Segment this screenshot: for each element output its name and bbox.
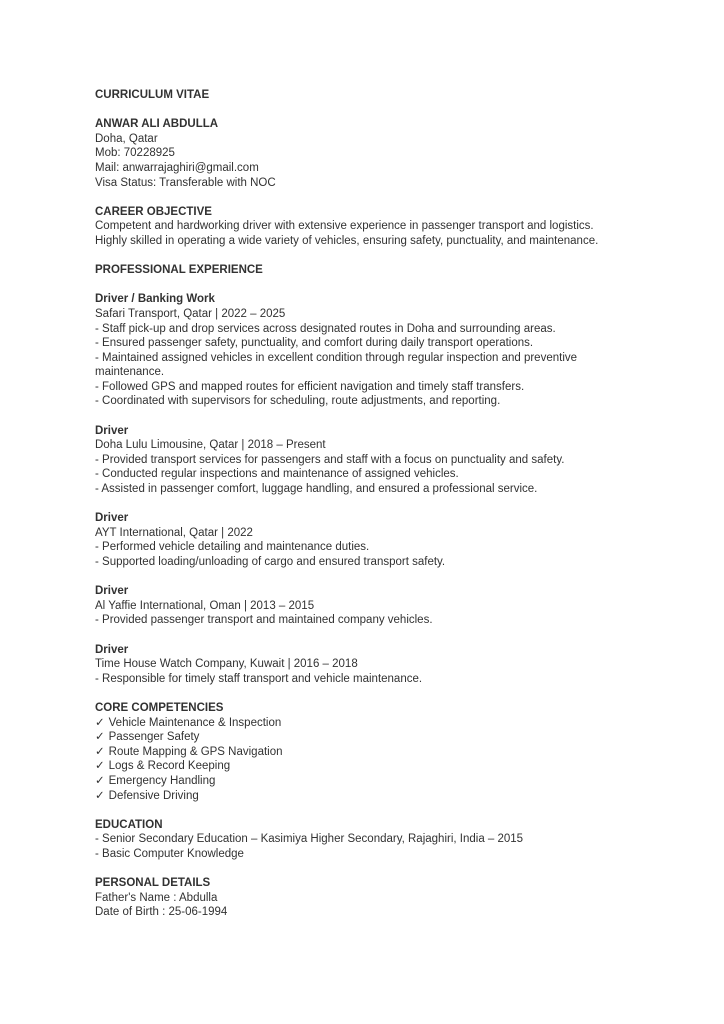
job-company-line: AYT International, Qatar | 2022	[95, 526, 253, 539]
job-entry	[95, 584, 632, 628]
competency-item	[95, 716, 632, 731]
competency-label: Route Mapping & GPS Navigation	[108, 745, 283, 758]
check-icon: ✓	[95, 731, 105, 744]
career-objective-line: Highly skilled in operating a wide variety of vehicles, ensuring safety, punctuality, and maintenance.	[95, 234, 599, 247]
contact-email: Mail: anwarrajaghiri@gmail.com	[95, 161, 259, 174]
professional-experience-heading-row	[95, 263, 632, 278]
education-item: - Basic Computer Knowledge	[95, 847, 244, 860]
competency-item	[95, 730, 632, 745]
competency-item	[95, 789, 632, 804]
applicant-name: ANWAR ALI ABDULLA	[95, 118, 219, 131]
job-title: Driver	[95, 424, 129, 437]
check-icon: ✓	[95, 760, 105, 773]
job-bullet: - Conducted regular inspections and maintenance of assigned vehicles.	[95, 468, 459, 481]
check-icon: ✓	[95, 789, 105, 802]
job-entry	[95, 424, 632, 497]
job-bullet: - Staff pick-up and drop services across designated routes in Doha and surrounding areas.	[95, 322, 556, 335]
competency-item	[95, 774, 632, 789]
job-bullet: - Responsible for timely staff transport and vehicle maintenance.	[95, 672, 423, 685]
competency-label: Emergency Handling	[108, 774, 216, 787]
job-bullet: - Maintained assigned vehicles in excellent condition through regular inspection and preventive maintenance.	[95, 351, 578, 379]
career-objective-heading: CAREER OBJECTIVE	[95, 205, 212, 218]
check-icon: ✓	[95, 774, 105, 787]
job-entry	[95, 511, 632, 569]
competency-label: Passenger Safety	[108, 731, 200, 744]
job-entry	[95, 292, 632, 409]
core-competencies-section	[95, 701, 632, 803]
competency-item	[95, 745, 632, 760]
professional-experience-heading: PROFESSIONAL EXPERIENCE	[95, 264, 263, 277]
career-objective-section	[95, 205, 632, 249]
job-company-line: Al Yaffie International, Oman | 2013 – 2015	[95, 599, 315, 612]
job-bullet: - Followed GPS and mapped routes for efficient navigation and timely staff transfers.	[95, 380, 525, 393]
document-title: CURRICULUM VITAE	[95, 89, 210, 101]
contact-location: Doha, Qatar	[95, 132, 158, 145]
contact-section	[95, 117, 632, 190]
competency-label: Defensive Driving	[108, 789, 199, 802]
job-bullet: - Performed vehicle detailing and maintenance duties.	[95, 541, 370, 554]
competency-item	[95, 759, 632, 774]
personal-details-section	[95, 876, 632, 920]
job-bullet: - Provided transport services for passengers and staff with a focus on punctuality and safety.	[95, 453, 565, 466]
contact-visa-status: Visa Status: Transferable with NOC	[95, 176, 276, 189]
job-entry	[95, 643, 632, 687]
personal-detail-item: Father's Name : Abdulla	[95, 891, 218, 904]
contact-mobile: Mob: 70228925	[95, 147, 175, 160]
job-bullet: - Assisted in passenger comfort, luggage handling, and ensured a professional service.	[95, 483, 538, 496]
education-section	[95, 818, 632, 862]
job-company-line: Time House Watch Company, Kuwait | 2016 – 2018	[95, 658, 358, 671]
education-item: - Senior Secondary Education – Kasimiya Higher Secondary, Rajaghiri, India – 2015	[95, 833, 524, 846]
job-title: Driver	[95, 512, 129, 525]
check-icon: ✓	[95, 716, 105, 729]
job-title: Driver / Banking Work	[95, 293, 215, 306]
job-bullet: - Supported loading/unloading of cargo and ensured transport safety.	[95, 556, 446, 568]
personal-detail-item: Date of Birth : 25-06-1994	[95, 906, 228, 919]
education-heading: EDUCATION	[95, 818, 163, 831]
career-objective-line: Competent and hardworking driver with extensive experience in passenger transport and logistics.	[95, 220, 594, 233]
competency-label: Logs & Record Keeping	[108, 760, 231, 773]
job-company-line: Safari Transport, Qatar | 2022 – 2025	[95, 307, 286, 320]
job-title: Driver	[95, 643, 129, 656]
competency-label: Vehicle Maintenance & Inspection	[108, 716, 282, 729]
job-bullet: - Coordinated with supervisors for scheduling, route adjustments, and reporting.	[95, 395, 501, 408]
job-company-line: Doha Lulu Limousine, Qatar | 2018 – Present	[95, 439, 326, 452]
job-bullet: - Ensured passenger safety, punctuality, and comfort during daily transport operations.	[95, 337, 534, 350]
personal-details-heading: PERSONAL DETAILS	[95, 877, 211, 890]
core-competencies-heading: CORE COMPETENCIES	[95, 701, 224, 714]
job-bullet: - Provided passenger transport and maintained company vehicles.	[95, 614, 433, 627]
job-title: Driver	[95, 585, 129, 598]
check-icon: ✓	[95, 745, 105, 758]
